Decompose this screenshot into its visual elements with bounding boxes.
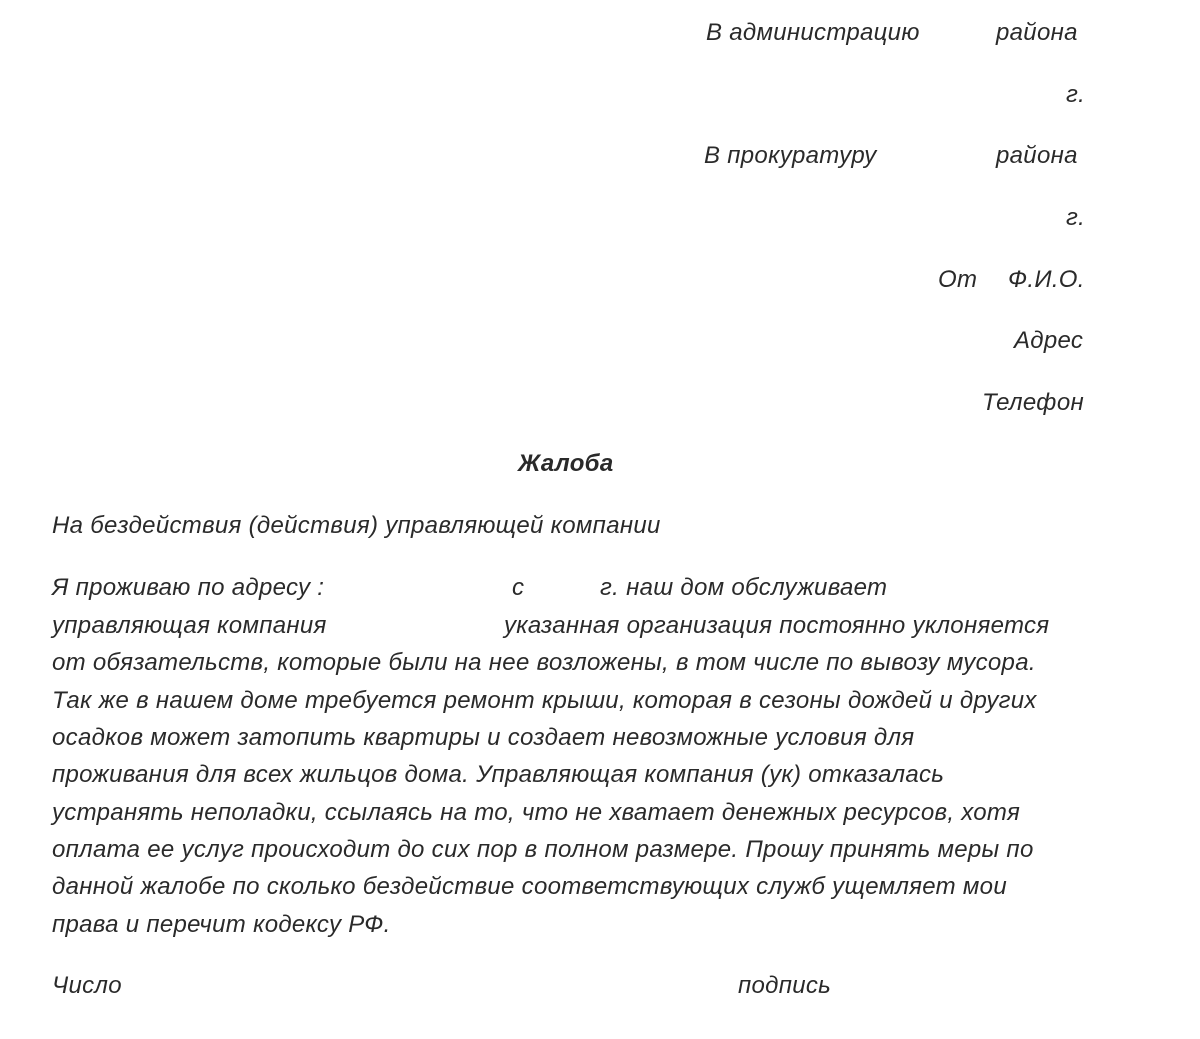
prosecutor-city: г. — [1066, 204, 1086, 231]
body-line-4: Так же в нашем доме требуется ремонт крыши, которая в сезоны дождей и других — [52, 687, 1037, 714]
body-line-6: проживания для всех жильцов дома. Управляющая компания (ук) отказалась — [52, 761, 945, 788]
phone-label: Телефон — [982, 389, 1085, 416]
body-line-3: от обязательств, которые были на нее возложены, в том числе по вывозу мусора. — [52, 649, 1036, 676]
body-line-7: устранять неполадки, ссылаясь на то, что не хватает денежных ресурсов, хотя — [52, 799, 1021, 826]
body-line-9: данной жалобе по сколько бездействие соответствующих служб ущемляет мои — [52, 873, 1007, 900]
signature-label: подпись — [738, 972, 832, 999]
date-label: Число — [52, 972, 122, 999]
body-line-2-part-2: указанная организация постоянно уклоняется — [504, 612, 1050, 639]
prosecutor-district: района — [996, 142, 1078, 169]
address-label: Адрес — [1014, 327, 1084, 354]
body-line-1-part-3: г. наш дом обслуживает — [600, 574, 888, 601]
body-line-5: осадков может затопить квартиры и создает невозможные условия для — [52, 724, 915, 751]
document-title: Жалоба — [518, 450, 614, 477]
administration-city: г. — [1066, 81, 1086, 108]
administration-prefix: В администрацию — [706, 19, 920, 46]
complaint-subject: На бездействия (действия) управляющей компании — [52, 512, 661, 539]
from-label: От — [938, 266, 978, 293]
body-line-8: оплата ее услуг происходит до сих пор в полном размере. Прошу принять меры по — [52, 836, 1034, 863]
prosecutor-prefix: В прокуратуру — [704, 142, 877, 169]
body-line-2-part-1: управляющая компания — [52, 612, 327, 639]
body-line-1-part-1: Я проживаю по адресу : — [52, 574, 325, 601]
body-line-10: права и перечит кодексу РФ. — [52, 911, 391, 938]
administration-district: района — [996, 19, 1078, 46]
body-line-1-part-2: с — [512, 574, 525, 601]
from-name: Ф.И.О. — [1008, 266, 1085, 293]
